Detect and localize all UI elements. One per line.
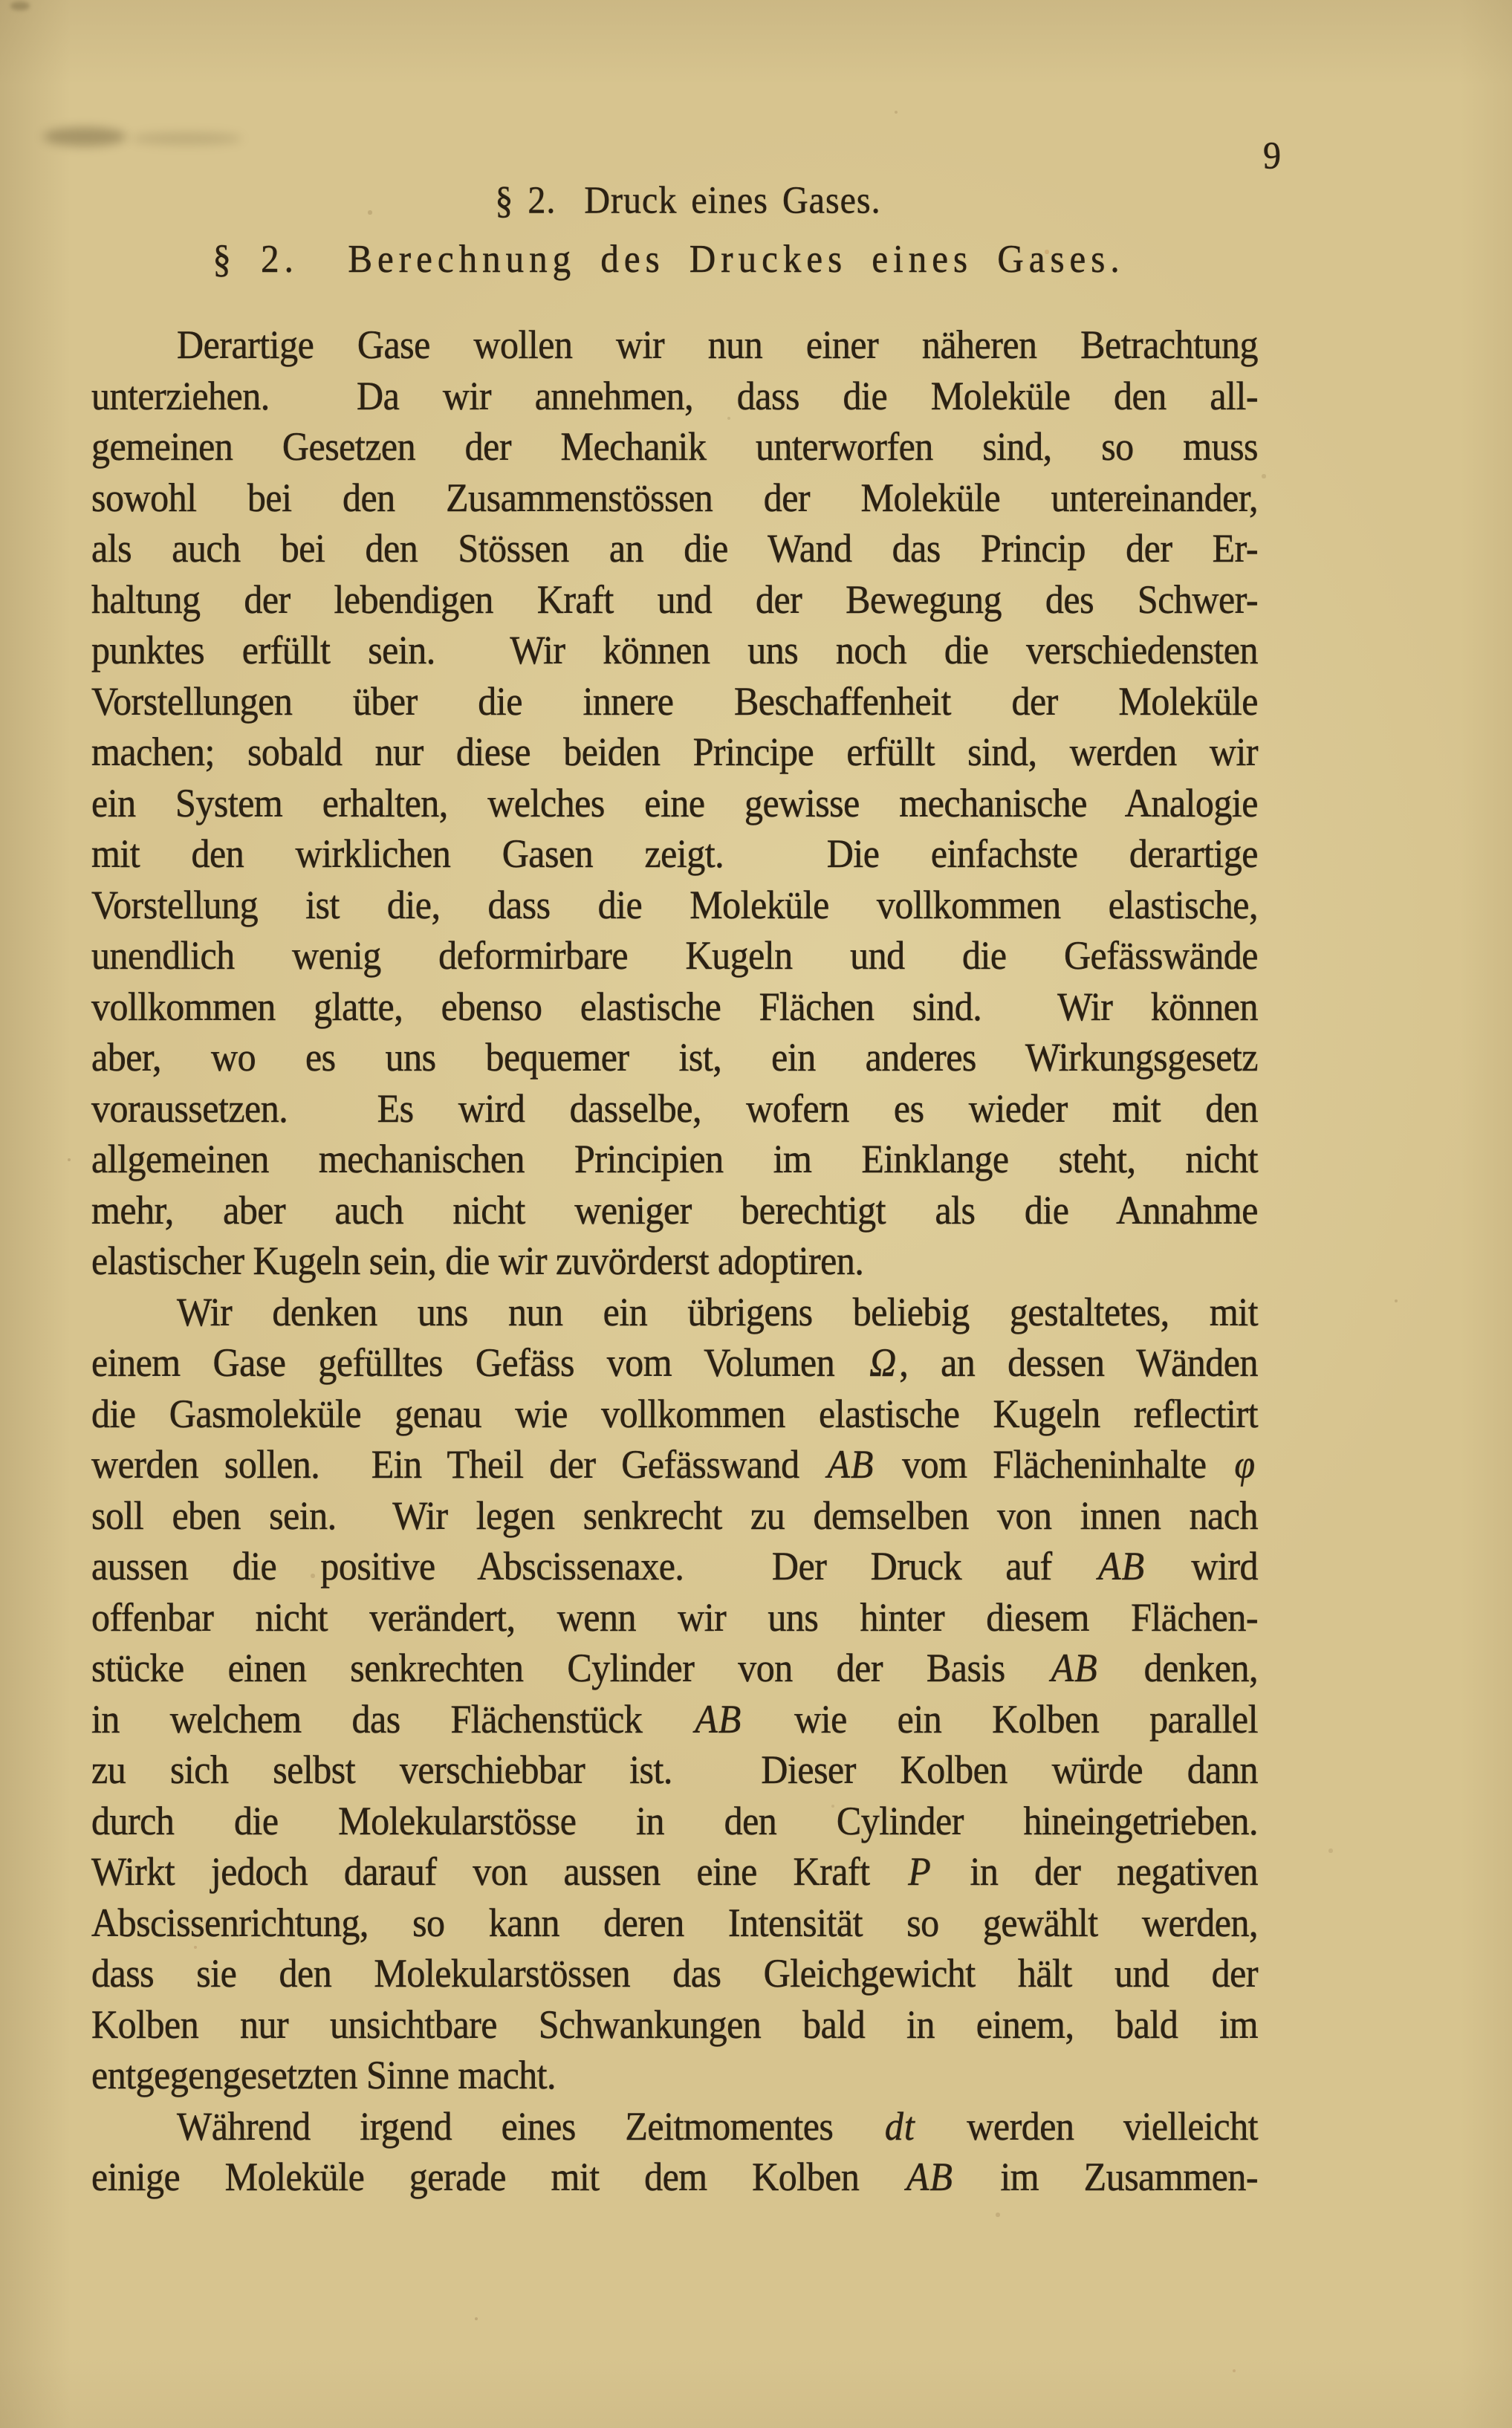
text-line <box>91 419 1258 474</box>
text-segment: sowohl bei den Zusammenstössen der Moleküle untereinander, <box>91 474 1258 520</box>
text-segment: gemeinen Gesetzen der Mechanik unterworfen sind, so muss <box>91 423 1258 469</box>
math-term: AB <box>695 1695 742 1742</box>
text-line <box>91 877 1258 932</box>
text-line <box>91 1640 1258 1695</box>
text-segment: durch die Molekularstösse in den Cylinder hineingetrieben. <box>91 1797 1258 1843</box>
math-term: Ω <box>869 1340 898 1385</box>
text-segment: unterziehen. Da wir annehmen, dass die Moleküle den all- <box>91 372 1258 418</box>
math-term: dt <box>884 2103 915 2149</box>
text-segment: offenbar nicht verändert, wenn wir uns hinter diesem Flächen- <box>91 1594 1258 1640</box>
math-term: P <box>908 1848 932 1894</box>
text-segment: haltung der lebendigen Kraft und der Bewegung des Schwer- <box>91 576 1258 622</box>
text-line <box>91 1081 1258 1136</box>
text-line <box>91 1946 1258 2001</box>
text-segment: soll eben sein. Wir legen senkrecht zu demselben von innen nach <box>91 1492 1258 1538</box>
math-term: AB <box>906 2154 953 2199</box>
text-line <box>91 1539 1258 1594</box>
paper-specks <box>0 0 1 1</box>
text-line <box>91 1335 1258 1390</box>
text-line <box>91 1742 1258 1797</box>
paragraph <box>91 1285 1258 2099</box>
text-segment: punktes erfüllt sein. Wir können uns noch die verschiedensten <box>91 627 1258 672</box>
text-line <box>91 1794 1258 1848</box>
text-segment: werden vielleicht <box>917 2103 1259 2149</box>
text-line <box>91 1132 1258 1187</box>
running-head: § 2. Druck eines Gases. <box>495 179 881 222</box>
text-segment: die Gasmoleküle genau wie vollkommen elastische Kugeln reflectirt <box>91 1390 1258 1436</box>
text-line <box>91 623 1258 678</box>
text-segment: vollkommen glatte, ebenso elastische Flächen sind. Wir können <box>91 983 1258 1029</box>
text-segment: unendlich wenig deformirbare Kugeln und die Gefässwände <box>91 932 1258 978</box>
text-segment: wie ein Kolben parallel <box>744 1695 1258 1742</box>
text-segment: elastischer Kugeln sein, die wir zuvörderst adoptiren. <box>91 1238 864 1283</box>
text-segment: mehr, aber auch nicht weniger berechtigt als die Annahme <box>91 1187 1258 1233</box>
text-segment: entgegengesetzten Sinne macht. <box>91 2052 557 2097</box>
text-segment: in welchem das Flächenstück <box>91 1695 693 1742</box>
math-term: AB <box>1051 1645 1098 1690</box>
section-heading: § 2. Berechnung des Druckes eines Gases. <box>212 236 1125 281</box>
text-line <box>91 2099 1258 2154</box>
text-segment: dass sie den Molekularstössen das Gleichgewicht hält und der <box>91 1950 1258 1996</box>
text-segment: Während irgend eines Zeitmomentes <box>177 2103 883 2149</box>
text-segment: allgemeinen mechanischen Principien im Einklange steht, nicht <box>91 1136 1258 1181</box>
text-line <box>91 1590 1258 1645</box>
paragraph <box>91 317 1258 1285</box>
text-segment: vom Flächeninhalte <box>876 1441 1233 1487</box>
text-segment: Wir denken uns nun ein übrigens beliebig gestaltetes, mit <box>177 1288 1258 1334</box>
text-line <box>91 1030 1258 1085</box>
ink-smudge <box>10 1 30 10</box>
text-segment: Abscissenrichtung, so kann deren Intensität so gewählt werden, <box>91 1899 1258 1945</box>
text-segment: werden sollen. Ein Theil der Gefässwand <box>91 1441 825 1487</box>
text-segment: mit den wirklichen Gasen zeigt. Die einfachste derartige <box>91 831 1258 876</box>
text-segment: aber, wo es uns bequemer ist, ein anderes Wirkungsgesetz <box>91 1034 1258 1080</box>
text-segment: Derartige Gase wollen wir nun einer näheren Betrachtung <box>177 322 1258 367</box>
text-segment: aussen die positive Abscissenaxe. Der Druck auf <box>91 1543 1096 1588</box>
text-segment: ein System erhalten, welches eine gewisse mechanische Analogie <box>91 779 1258 825</box>
text-segment: in der negativen <box>933 1848 1258 1894</box>
text-segment: , an dessen Wänden <box>899 1340 1258 1385</box>
text-segment: einige Moleküle gerade mit dem Kolben <box>91 2154 904 2199</box>
page-number: 9 <box>1263 134 1281 178</box>
text-segment: im Zusammen- <box>955 2154 1258 2199</box>
text-segment: einem Gase gefülltes Gefäss vom Volumen <box>91 1340 868 1385</box>
math-term: AB <box>827 1441 875 1487</box>
text-line <box>91 928 1258 983</box>
text-segment: stücke einen senkrechten Cylinder von der Basis <box>91 1645 1049 1690</box>
text-segment: machen; sobald nur diese beiden Principe erfüllt sind, werden wir <box>91 729 1258 774</box>
text-line <box>91 1233 1258 1288</box>
text-line <box>91 369 1258 423</box>
text-segment: wird <box>1147 1543 1258 1588</box>
text-line <box>91 776 1258 831</box>
text-segment: Vorstellung ist die, dass die Moleküle vollkommen elastische, <box>91 881 1258 927</box>
text-segment: voraussetzen. Es wird dasselbe, wofern es wieder mit den <box>91 1085 1258 1131</box>
text-line <box>91 2048 1258 2103</box>
text-segment: Wirkt jedoch darauf von aussen eine Kraft <box>91 1848 906 1894</box>
text-line <box>91 470 1258 525</box>
text-line <box>91 572 1258 627</box>
text-segment: Kolben nur unsichtbare Schwankungen bald in einem, bald im <box>91 2001 1258 2047</box>
text-line <box>91 1895 1258 1950</box>
text-line <box>91 1437 1258 1492</box>
text-segment: denken, <box>1100 1645 1259 1690</box>
text-line <box>91 1183 1258 1238</box>
text-line <box>91 1488 1258 1543</box>
text-line <box>91 826 1258 881</box>
text-line <box>91 1844 1258 1899</box>
text-line <box>91 2149 1258 2204</box>
text-line <box>91 1285 1258 1340</box>
text-line <box>91 674 1258 729</box>
math-term: φ <box>1234 1441 1256 1487</box>
text-line <box>91 724 1258 779</box>
text-line <box>91 1386 1258 1441</box>
text-line <box>91 521 1258 576</box>
text-line <box>91 317 1258 372</box>
text-line <box>91 979 1258 1034</box>
text-line <box>91 1692 1258 1747</box>
text-segment: zu sich selbst verschiebbar ist. Dieser Kolben würde dann <box>91 1747 1258 1792</box>
paragraph <box>91 2099 1258 2201</box>
text-segment: Vorstellungen über die innere Beschaffenheit der Moleküle <box>91 678 1258 724</box>
text-segment: als auch bei den Stössen an die Wand das Princip der Er- <box>91 525 1258 571</box>
body-text <box>91 317 1258 2201</box>
math-term: AB <box>1097 1543 1146 1588</box>
text-line <box>91 1997 1258 2052</box>
